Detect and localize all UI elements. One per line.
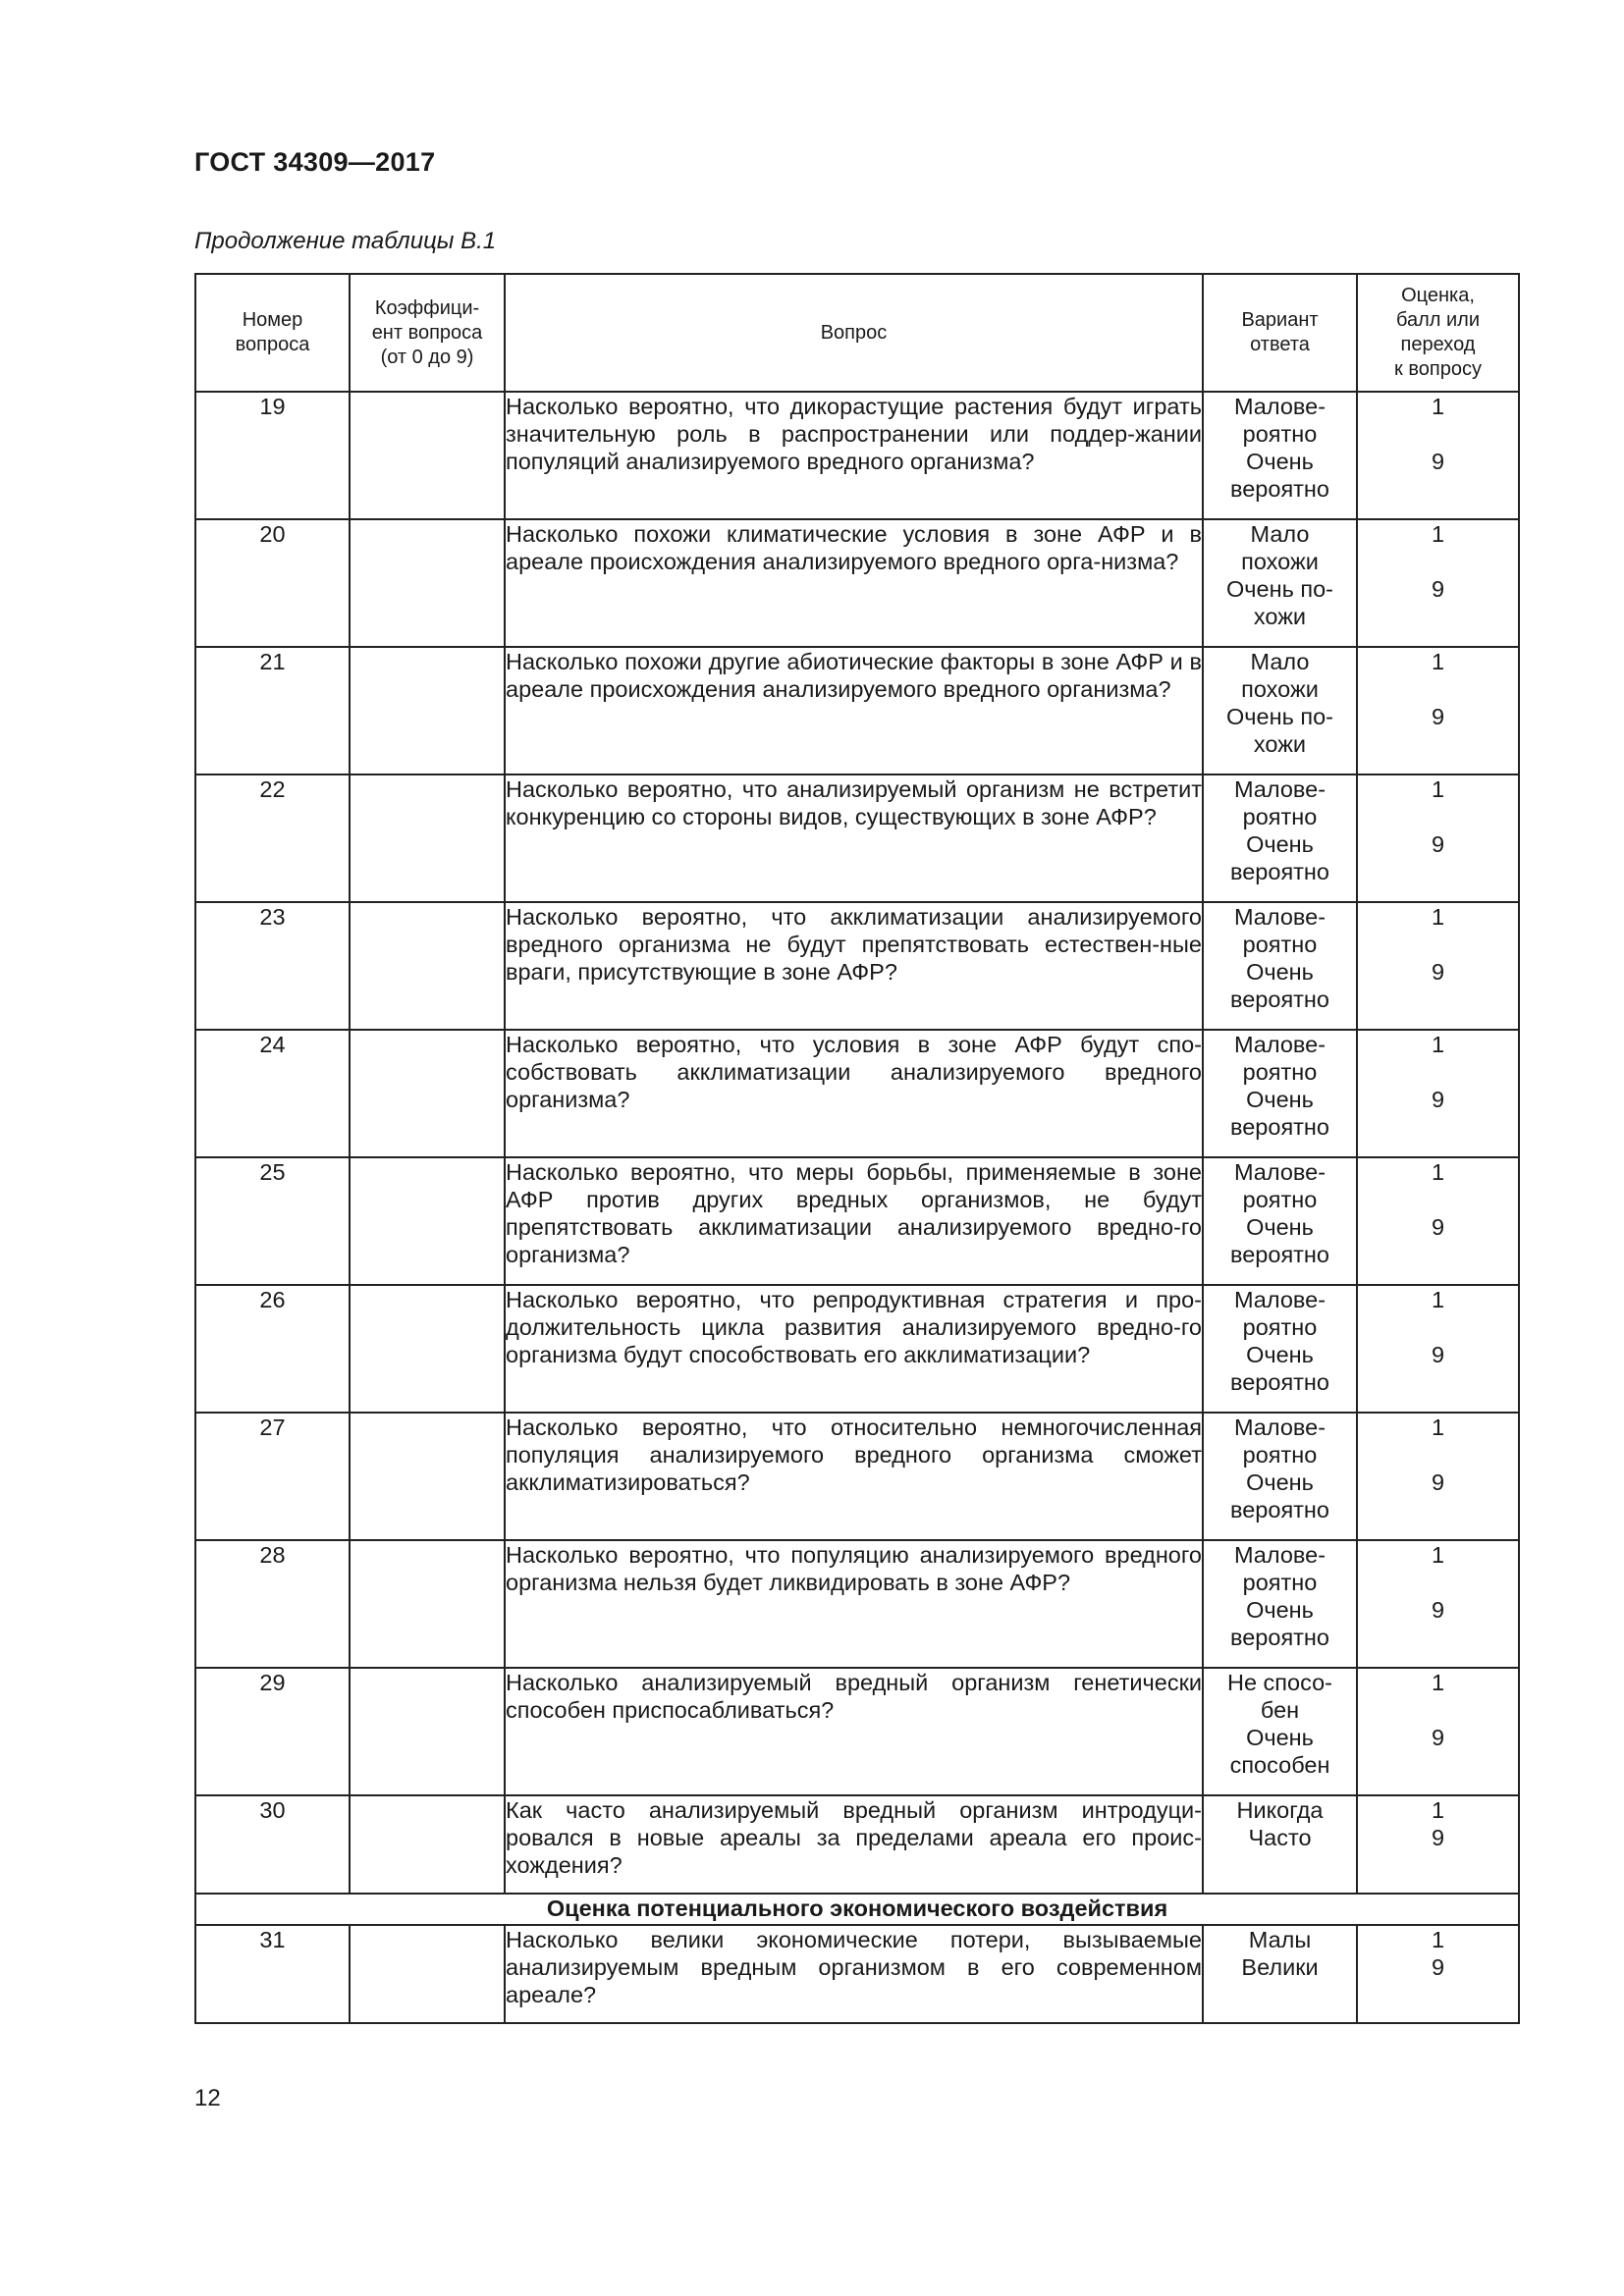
question-text: Насколько похожи климатические условия в зоне АФР и в ареале происхождения анализируемого вредного орга-низма? [505, 519, 1203, 647]
score-values: 1 9 [1357, 519, 1519, 647]
table-row [195, 902, 1519, 1030]
table-row [195, 1795, 1519, 1894]
question-text: Насколько вероятно, что репродуктивная стратегия и про-должительность цикла развития анализируемого вредно-го организма будут способствовать его акклиматизации? [505, 1285, 1203, 1413]
section-row [195, 1894, 1519, 1925]
table-row [195, 1668, 1519, 1795]
question-coefficient [350, 519, 505, 647]
score-values: 1 9 [1357, 1413, 1519, 1540]
score-values: 1 9 [1357, 902, 1519, 1030]
questions-table [194, 273, 1520, 2024]
question-text: Насколько вероятно, что условия в зоне АФР будут спо-собствовать акклиматизации анализируемого вредного организма? [505, 1030, 1203, 1157]
answer-options: Малове- роятно Очень вероятно [1203, 1157, 1357, 1285]
table-caption: Продолжение таблицы В.1 [194, 228, 497, 254]
score-values: 1 9 [1357, 1030, 1519, 1157]
score-values: 1 9 [1357, 1157, 1519, 1285]
answer-options: Малове- роятно Очень вероятно [1203, 902, 1357, 1030]
question-coefficient [350, 902, 505, 1030]
question-text: Насколько вероятно, что акклиматизации анализируемого вредного организма не будут препятствовать естествен-ные враги, присутствующие в зоне АФР? [505, 902, 1203, 1030]
table-row [195, 1157, 1519, 1285]
question-coefficient [350, 1285, 505, 1413]
col-score-header: Оценка, балл или переход к вопросу [1357, 274, 1519, 392]
answer-options: Малове- роятно Очень вероятно [1203, 1285, 1357, 1413]
question-number: 19 [195, 392, 350, 519]
answer-options: Мало похожи Очень по- хожи [1203, 519, 1357, 647]
score-values: 1 9 [1357, 1540, 1519, 1668]
question-coefficient [350, 1925, 505, 2023]
question-text: Насколько вероятно, что относительно немногочисленная популяция анализируемого вредного организма сможет акклиматизироваться? [505, 1413, 1203, 1540]
table-row [195, 1413, 1519, 1540]
answer-options: Малове- роятно Очень вероятно [1203, 392, 1357, 519]
answer-options: Малове- роятно Очень вероятно [1203, 774, 1357, 902]
question-number: 27 [195, 1413, 350, 1540]
col-answer-header: Вариант ответа [1203, 274, 1357, 392]
question-number: 22 [195, 774, 350, 902]
table-row [195, 647, 1519, 774]
question-number: 24 [195, 1030, 350, 1157]
question-text: Насколько вероятно, что анализируемый организм не встретит конкуренцию со стороны видов, существующих в зоне АФР? [505, 774, 1203, 902]
table-row [195, 392, 1519, 519]
score-values: 1 9 [1357, 647, 1519, 774]
question-number: 21 [195, 647, 350, 774]
question-number: 31 [195, 1925, 350, 2023]
question-number: 23 [195, 902, 350, 1030]
question-number: 29 [195, 1668, 350, 1795]
answer-options: Малове- роятно Очень вероятно [1203, 1030, 1357, 1157]
col-number-header: Номер вопроса [195, 274, 350, 392]
question-coefficient [350, 647, 505, 774]
table-row [195, 1285, 1519, 1413]
score-values: 1 9 [1357, 1925, 1519, 2023]
question-text: Насколько велики экономические потери, вызываемые анализируемым вредным организмом в его современном ареале? [505, 1925, 1203, 2023]
question-coefficient [350, 1413, 505, 1540]
table-row [195, 774, 1519, 902]
answer-options: Никогда Часто [1203, 1795, 1357, 1894]
table-row [195, 1030, 1519, 1157]
answer-options: Не спосо- бен Очень способен [1203, 1668, 1357, 1795]
question-coefficient [350, 774, 505, 902]
question-text: Насколько похожи другие абиотические факторы в зоне АФР и в ареале происхождения анализируемого вредного организма? [505, 647, 1203, 774]
table-row [195, 1540, 1519, 1668]
question-text: Насколько вероятно, что дикорастущие растения будут играть значительную роль в распространении или поддер-жании популяций анализируемого вредного организма? [505, 392, 1203, 519]
question-coefficient [350, 1030, 505, 1157]
document-header: ГОСТ 34309—2017 [194, 147, 436, 177]
answer-options: Малове- роятно Очень вероятно [1203, 1540, 1357, 1668]
question-number: 20 [195, 519, 350, 647]
score-values: 1 9 [1357, 1285, 1519, 1413]
question-text: Как часто анализируемый вредный организм интродуци-ровался в новые ареалы за пределами ареала его проис-хождения? [505, 1795, 1203, 1894]
question-number: 28 [195, 1540, 350, 1668]
question-text: Насколько вероятно, что меры борьбы, применяемые в зоне АФР против других вредных организмов, не будут препятствовать акклиматизации анализируемого вредно-го организма? [505, 1157, 1203, 1285]
section-title: Оценка потенциального экономического воздействия [195, 1894, 1519, 1925]
question-coefficient [350, 392, 505, 519]
answer-options: Мало похожи Очень по- хожи [1203, 647, 1357, 774]
page-number: 12 [194, 2085, 221, 2111]
table-row [195, 519, 1519, 647]
score-values: 1 9 [1357, 392, 1519, 519]
score-values: 1 9 [1357, 1668, 1519, 1795]
score-values: 1 9 [1357, 774, 1519, 902]
table-row [195, 1925, 1519, 2023]
question-text: Насколько анализируемый вредный организм генетически способен приспосабливаться? [505, 1668, 1203, 1795]
question-coefficient [350, 1540, 505, 1668]
question-text: Насколько вероятно, что популяцию анализируемого вредного организма нельзя будет ликвидировать в зоне АФР? [505, 1540, 1203, 1668]
answer-options: Малове- роятно Очень вероятно [1203, 1413, 1357, 1540]
col-coefficient-header: Коэффици- ент вопроса (от 0 до 9) [350, 274, 505, 392]
score-values: 1 9 [1357, 1795, 1519, 1894]
question-coefficient [350, 1157, 505, 1285]
table-header-row [195, 274, 1519, 392]
question-number: 30 [195, 1795, 350, 1894]
question-number: 26 [195, 1285, 350, 1413]
question-coefficient [350, 1795, 505, 1894]
answer-options: Малы Велики [1203, 1925, 1357, 2023]
col-question-header: Вопрос [505, 274, 1203, 392]
question-coefficient [350, 1668, 505, 1795]
question-number: 25 [195, 1157, 350, 1285]
